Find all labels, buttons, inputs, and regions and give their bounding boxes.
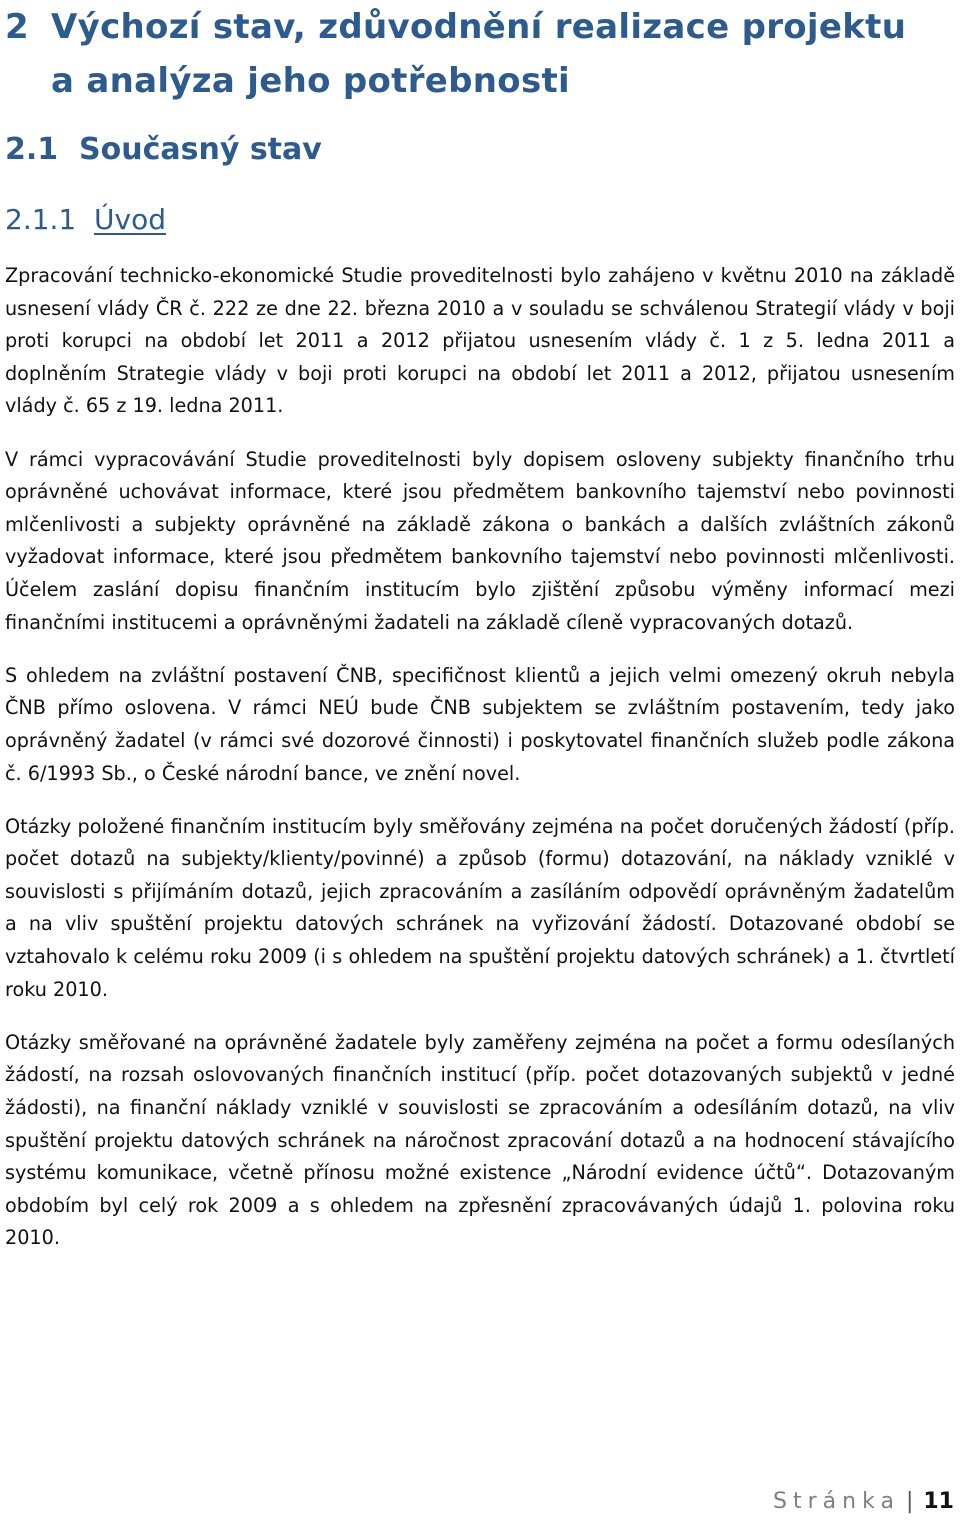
subsection-number: 2.1.1 <box>5 203 77 236</box>
footer-page-number: 11 <box>923 1489 954 1514</box>
section-number: 2.1 <box>5 132 59 167</box>
paragraph-3: S ohledem na zvláštní postavení ČNB, specifičnost klientů a jejich velmi omezený okruh nebyla ČNB přímo oslovena. V rámci NEÚ bude ČNB subjektem se zvláštním postavením, tedy jako oprávněný žadatel (v rámci své dozorové činnosti) i poskytovatel finančních služeb podle zákona č. 6/1993 Sb., o České národní bance, ve znění novel. <box>5 663 955 785</box>
footer-separator: | <box>905 1489 914 1514</box>
page-footer <box>773 1484 954 1520</box>
body-text <box>5 260 955 1276</box>
section-heading <box>5 128 322 172</box>
paragraph-5: Otázky směřované na oprávněné žadatele byly zaměřeny zejména na počet a formu odesílaných žádostí, na rozsah oslovovaných finančních institucí (příp. počet dotazovaných subjektů v jedné žádosti), na finanční náklady vzniklé v souvislosti se zpracováním a odesíláním dotazů, na vliv spuštění projektu datových schránek na náročnost zpracování dotazů a na hodnocení stávajícího systému komunikace, včetně přínosu možné existence „Národní evidence účtů“. Dotazovaným obdobím byl celý rok 2009 a s ohledem na zpřesnění zpracovávaných údajů 1. polovina roku 2010. <box>5 1030 955 1250</box>
chapter-heading <box>5 0 955 108</box>
subsection-heading <box>5 200 166 240</box>
paragraph-2: V rámci vypracovávání Studie proveditelnosti byly dopisem osloveny subjekty finančního trhu oprávněné uchovávat informace, které jsou předmětem bankovního tajemství nebo povinnosti mlčenlivosti a subjekty oprávněné na základě zákona o bankách a dalších zvláštních zákonů vyžadovat informace, které jsou předmětem bankovního tajemství nebo povinnosti mlčenlivosti. Účelem zaslání dopisu finančním institucím bylo zjištění způsobu výměny informací mezi finančními institucemi a oprávněnými žadateli na základě cíleně vypracovaných dotazů. <box>5 447 955 634</box>
chapter-title-line2: a analýza jeho potřebnosti <box>51 61 570 101</box>
subsection-title-link[interactable]: Úvod <box>94 203 166 236</box>
footer-page-label: Stránka <box>773 1489 900 1514</box>
chapter-number: 2 <box>5 7 29 47</box>
chapter-title-line1: Výchozí stav, zdůvodnění realizace projektu <box>51 7 907 47</box>
section-title: Současný stav <box>79 132 322 167</box>
paragraph-1: Zpracování technicko-ekonomické Studie proveditelnosti bylo zahájeno v květnu 2010 na základě usnesení vlády ČR č. 222 ze dne 22. března 2010 a v souladu se schválenou Strategií vlády v boji proti korupci na období let 2011 a 2012 přijatou usnesením vlády č. 1 z 5. ledna 2011 a doplněním Strategie vlády v boji proti korupci na období let 2011 a 2012, přijatou usnesením vlády č. 65 z 19. ledna 2011. <box>5 264 955 418</box>
paragraph-4: Otázky položené finančním institucím byly směřovány zejména na počet doručených žádostí (příp. počet dotazů na subjekty/klienty/povinné) a způsob (formu) dotazování, na náklady vzniklé v souvislosti s přijímáním dotazů, jejich zpracováním a zasíláním odpovědí oprávněným žadatelům a na vliv spuštění projektu datových schránek na vyřizování žádostí. Dotazované období se vztahovalo k celému roku 2009 (i s ohledem na spuštění projektu datových schránek) a 1. čtvrtletí roku 2010. <box>5 814 955 1001</box>
